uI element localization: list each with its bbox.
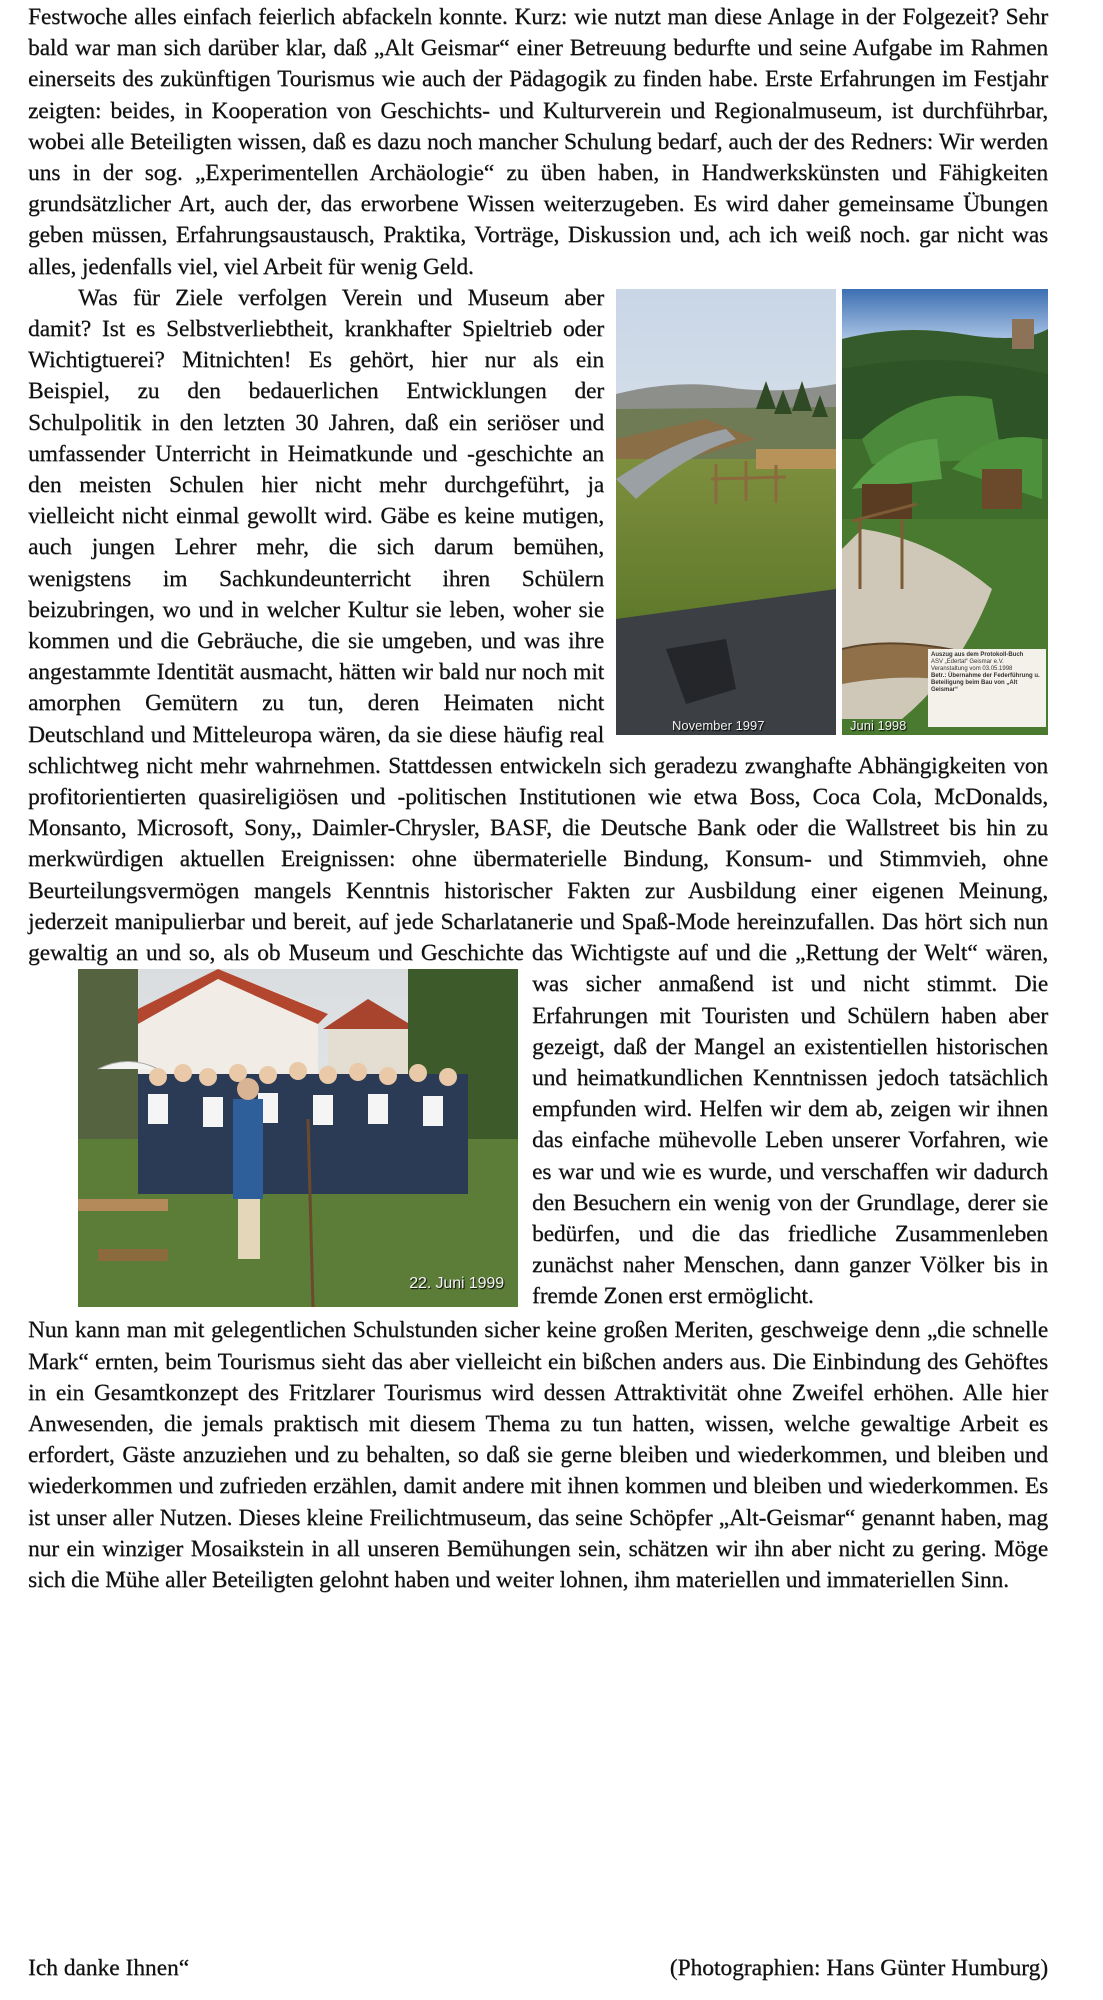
choir-photo-frame bbox=[28, 969, 518, 1307]
photo-caption-june: Juni 1998 bbox=[850, 717, 907, 733]
paragraph-intro: Festwoche alles einfach feierlich abfackeln konnte. Kurz: wie nutzt man diese Anlage in der Folgezeit? Sehr bald war man sich darüber klar, daß „Alt Geismar“ einer Betreuung bedurfte und seine Aufgabe im Rahmen einerseits des zukünftigen Tourismus wie auch der Pädagogik zu finden habe. Erste Erfahrungen im Festjahr zeigten: beides, in Kooperation von Geschichts- und Kulturverein und Regionalmuseum, ist durchführbar, wobei alle Beteiligten wissen, daß es dazu noch mancher Schulung bedarf, auch der des Redners: Wir werden uns in der sog. „Experimentellen Archäologie“ zu üben haben, in Handwerkskünsten und Fähigkeiten grundsätzlicher Art, auch der, das erworbene Wissen weiterzugeben. Es wird daher gemeinsame Übungen geben müssen, Erfahrungsaustausch, Praktika, Vorträge, Diskussion und, ach ich weiß noch. gar nicht was alles, jedenfalls viel, viel Arbeit für wenig Geld. bbox=[28, 4, 1048, 280]
note-line-3: Veranstaltung vom 03.05.1998 bbox=[931, 665, 1013, 672]
note-line-4: Betr.: Übernahme der Federführung u. Beteiligung beim Bau von „Alt Geismar“ bbox=[931, 672, 1040, 693]
photo-choir bbox=[28, 969, 518, 1307]
photo-caption-choir: 22. Juni 1999 bbox=[409, 1275, 504, 1293]
photo-november-landscape bbox=[616, 289, 836, 735]
document-footer bbox=[28, 1955, 1048, 1989]
photo-caption-november: November 1997 bbox=[672, 717, 765, 733]
paragraph-goals: Was für Ziele verfolgen Verein und Museum aber damit? Ist es Selbstverliebtheit, krankhafter Spieltrieb oder Wichtigtuerei? Mitnichten! Es gehört, hier nur als ein Beispiel, zu den bedauerlichen Entwicklungen der Schulpolitik in den letzten 30 Jahren, daß ein seriöser und umfassender Unterricht in Heimatkunde und -geschichte an den meisten Schulen hier nicht mehr durchgeführt, ja vielleicht nicht einmal gewollt wird. Gäbe es keine mutigen, auch jungen Lehrer mehr, die sich darum bemühen, wenigstens im Sachkundeunterricht ihren Schülern beizubringen, wo und in welcher Kultur sie leben, woher sie kommen und die Gebräuche, die sie umgeben, und was ihre angestammte Identität ausmacht, hätten wir bald nur noch mit amorphen Gemütern zu tun, deren Heimaten nicht Deutschland und Mitteleuropa wären, da sie diese häufig real schlichtweg nicht mehr wahrnehmen. Stattdessen entwickeln sich geradezu zwanghafte Abhängigkeiten von profitorientierten quasireligiösen und -politischen Institutionen wie etwa Boss, Coca Cola, McDonalds, Monsanto, Microsoft, Sony,, Daimler-Chrysler, BASF, die Deutsche Bank oder die Wallstreet bis hin zu merkwürdigen aktuellen Ereignissen: ohne übermaterielle Bindung, Konsum- und Stimmvieh, ohne Beurteilungsvermögen mangels Kenntnis historischer Fakten zur Ausbildung einer eigenen Meinung, jederzeit manipulierbar und bereit, auf jede Scharlatanerie und Spaß-Mode hereinzufallen. Das hört sich nun gewaltig an und so, als ob Museum und Geschichte das Wichtigste auf und die „Rettung der Welt“ wären, was sicher anmaßend ist un 22. Juni 1999 d nicht stimmt. Die Erfahrungen mit Touristen und Schülern haben aber gezeigt, daß der Mangel an existentiellen historischen und heimatkundlichen Kenntnissen jedoch tatsächlich empfunden wird. Helfen wir dem ab, zeigen wir ihnen das einfache mühevolle Leben unserer Vorfahren, wie es war und wie es wurde, und verschaffen wir dadurch den Besuchern ein wenig von der Grundlage, derer sie bedürfen, und die das friedliche Zusammenleben zunächst naher Menschen, dann ganzer Völker bis in fremde Zonen erst ermöglicht. bbox=[28, 284, 1048, 1310]
photo-credit: (Photographien: Hans Günter Humburg) bbox=[669, 1955, 1048, 1981]
document-page bbox=[28, 2, 1048, 1596]
photo-june-settlement bbox=[842, 289, 1048, 735]
protocol-excerpt-note bbox=[928, 649, 1046, 727]
photo-pair bbox=[616, 289, 1048, 735]
closing-remark: Ich danke Ihnen“ bbox=[28, 1955, 190, 1981]
paragraph-tourism: Nun kann man mit gelegentlichen Schulstunden sicher keine großen Meriten, geschweige denn „die schnelle Mark“ ernten, beim Tourismus sieht das aber vielleicht ein bißchen anders aus. Die Einbindung des Gehöftes in ein Gesamtkonzept des Fritzlarer Tourismus wird dessen Attraktivität ohne Zweifel erhöhen. Alle hier Anwesenden, die jemals praktisch mit diesem Thema zu tun hatten, wissen, welche gewaltige Arbeit es erfordert, Gäste anzuziehen und zu behalten, so daß sie gerne bleiben und wiederkommen, und bleiben und wiederkommen und zufrieden erzählen, damit andere mit ihnen kommen und bleiben und wiederkommen. Es ist unser aller Nutzen. Dieses kleine Freilichtmuseum, das seine Schöpfer „Alt-Geismar“ genannt haben, mag nur ein winziger Mosaikstein in all unseren Bemühungen sein, schätzen wir ihn aber nicht zu gering. Möge sich die Mühe aller Beteiligten gelohnt haben und weiter lohnen, ihm materiellen und immateriellen Sinn. bbox=[28, 1317, 1048, 1593]
note-line-2: ASV „Edertal“ Geismar e.V. bbox=[931, 658, 1004, 665]
note-line-1: Auszug aus dem Protokoll-Buch bbox=[931, 651, 1024, 658]
